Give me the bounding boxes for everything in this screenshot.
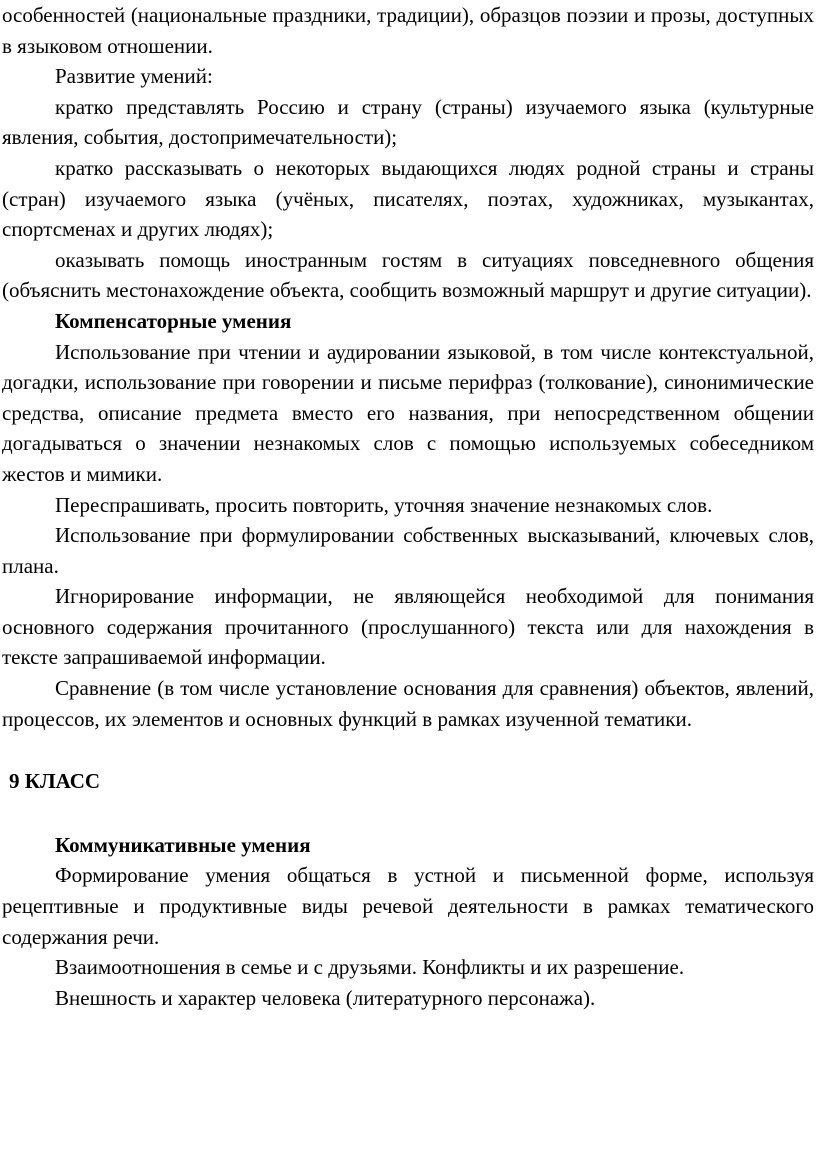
paragraph: кратко представлять Россию и страну (страны) изучаемого языка (культурные явления, события, достопримечательности); — [2, 94, 814, 150]
paragraph: Сравнение (в том числе установление основания для сравнения) объектов, явлений, процессов, их элементов и основных функций в рамках изученной тематики. — [2, 676, 814, 731]
paragraph: Развитие умений: — [55, 64, 213, 89]
grade-heading: 9 КЛАСС — [9, 769, 101, 794]
paragraph: Формирование умения общаться в устной и письменной форме, используя рецептивные и продуктивные виды речевой деятельности в рамках тематического содержания речи. — [2, 863, 814, 949]
section-heading-compensatory: Компенсаторные умения — [55, 308, 292, 333]
paragraph: Переспрашивать, просить повторить, уточняя значение незнакомых слов. — [55, 492, 713, 517]
paragraph: оказывать помощь иностранным гостям в ситуациях повседневного общения (объяснить местонахождение объекта, сообщить возможный маршрут и другие ситуации). — [2, 247, 814, 303]
paragraph: особенностей (национальные праздники, традиции), образцов поэзии и прозы, доступных в языковом отношении. — [2, 3, 814, 58]
paragraph: Взаимоотношения в семье и с друзьями. Конфликты и их разрешение. — [55, 955, 685, 980]
section-heading-communicative: Коммуникативные умения — [55, 832, 311, 857]
paragraph: Использование при формулировании собственных высказываний, ключевых слов, плана. — [2, 523, 814, 578]
paragraph: Использование при чтении и аудировании языковой, в том числе контекстуальной, догадки, использование при говорении и письме перифраз (толкование), синонимические средства, описание предмета вместо его названия, при непосредственном общении догадываться о значении незнакомых слов с помощью используемых собеседником жестов и мимики. — [2, 339, 814, 486]
paragraph: Игнорирование информации, не являющейся необходимой для понимания основного содержания прочитанного (прослушанного) текста или для нахождения в тексте запрашиваемой информации. — [2, 584, 814, 670]
paragraph: Внешность и характер человека (литературного персонажа). — [55, 985, 596, 1010]
paragraph: кратко рассказывать о некоторых выдающихся людях родной страны и страны (стран) изучаемого языка (учёных, писателях, поэтах, художниках, музыкантах, спортсменах и других людях); — [2, 155, 814, 242]
